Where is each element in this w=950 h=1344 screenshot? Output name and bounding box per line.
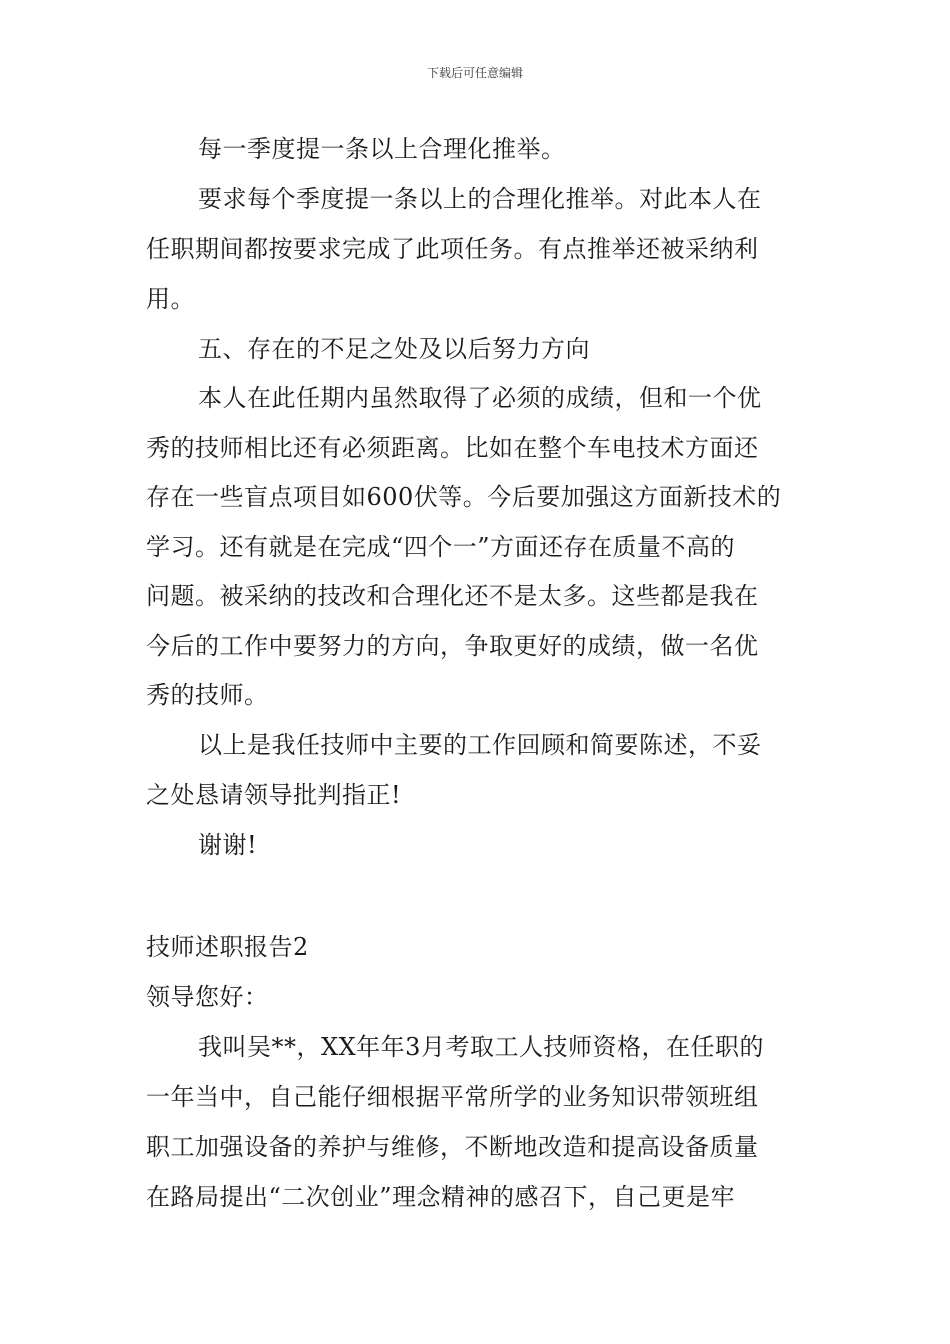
paragraph-line: 要求每个季度提一条以上的合理化推举。对此本人在 [198, 185, 762, 213]
paragraph-line: 问题。被采纳的技改和合理化还不是太多。这些都是我在 [146, 582, 759, 610]
paragraph-line: 一年当中，自己能仔细根据平常所学的业务知识带领班组 [146, 1083, 759, 1111]
paragraph-line: 以上是我任技师中主要的工作回顾和简要陈述，不妥 [198, 731, 762, 759]
paragraph-line: 存在一些盲点项目如600伏等。今后要加强这方面新技术的 [146, 483, 782, 511]
paragraph-line: 秀的技师。 [146, 681, 269, 709]
report-title: 技师述职报告2 [146, 933, 309, 961]
paragraph-line: 本人在此任期内虽然取得了必须的成绩，但和一个优 [198, 384, 762, 412]
paragraph-line: 用。 [146, 285, 195, 313]
paragraph-line: 每一季度提一条以上合理化推举。 [198, 135, 566, 163]
paragraph-line: 任职期间都按要求完成了此项任务。有点推举还被采纳利 [146, 235, 759, 263]
section-heading: 五、存在的不足之处及以后努力方向 [198, 335, 590, 363]
paragraph-line: 今后的工作中要努力的方向，争取更好的成绩，做一名优 [146, 632, 759, 660]
paragraph-line: 职工加强设备的养护与维修，不断地改造和提高设备质量 [146, 1133, 759, 1161]
paragraph-line: 秀的技师相比还有必须距离。比如在整个车电技术方面还 [146, 434, 759, 462]
salutation: 领导您好： [146, 983, 269, 1011]
paragraph-line: 学习。还有就是在完成“四个一”方面还存在质量不高的 [146, 533, 736, 561]
paragraph-line: 在路局提出“二次创业”理念精神的感召下，自己更是牢 [146, 1183, 736, 1211]
paragraph-line: 之处恳请领导批判指正! [146, 781, 402, 809]
paragraph-line: 我叫吴**，XX年年3月考取工人技师资格，在任职的 [198, 1033, 764, 1061]
closing-line: 谢谢! [198, 831, 258, 859]
page-header-note: 下载后可任意编辑 [426, 66, 523, 80]
